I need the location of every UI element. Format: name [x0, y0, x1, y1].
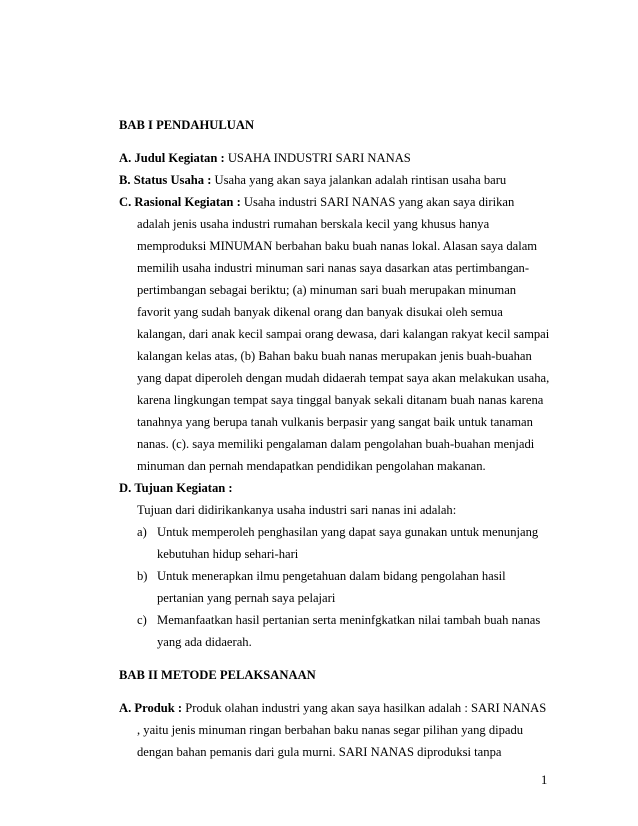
item-marker: B. [119, 173, 131, 187]
paragraph-line: karena lingkungan tempat saya tinggal banyak sekali ditanam buah nanas karena [137, 393, 544, 407]
item-marker: D. [119, 481, 132, 495]
paragraph-line: nanas. (c). saya memiliki pengalaman dalam pengolahan buah-buahan menjadi [137, 437, 535, 451]
sub-item-b-line2: pertanian yang pernah saya pelajari [157, 591, 336, 605]
item-d-tujuan [119, 480, 233, 496]
paragraph-line: memilih usaha industri minuman sari nanas saya dasarkan atas pertimbangan- [137, 261, 530, 275]
item-c-rasional [119, 194, 514, 210]
page-number: 1 [541, 773, 548, 787]
item-label: Judul Kegiatan : [134, 151, 225, 165]
sub-item-b-marker: b) [137, 569, 148, 583]
paragraph-line: kalangan, dari anak kecil sampai orang dewasa, dari kalangan rakyat kecil sampai [137, 327, 550, 341]
item-text: Usaha yang akan saya jalankan adalah rintisan usaha baru [211, 173, 507, 187]
sub-item-c-marker: c) [137, 613, 147, 627]
sub-item-a-line2: kebutuhan hidup sehari-hari [157, 547, 299, 561]
paragraph-line: favorit yang sudah banyak dikenal orang dan banyak disukai oleh semua [137, 305, 503, 319]
sub-item-a-line1: Untuk memperoleh penghasilan yang dapat saya gunakan untuk menunjang [157, 525, 539, 539]
item-label: Produk : [134, 701, 183, 715]
paragraph-line: adalah jenis usaha industri rumahan berskala kecil yang khusus hanya [137, 217, 490, 231]
paragraph-line: yang dapat diperoleh dengan mudah didaerah tempat saya akan melakukan usaha, [137, 371, 550, 385]
chapter-1-heading: BAB I PENDAHULUAN [119, 118, 255, 132]
item-label: Rasional Kegiatan : [134, 195, 241, 209]
item-text: Produk olahan industri yang akan saya hasilkan adalah : SARI NANAS [182, 701, 547, 715]
sub-item-c-line2: yang ada didaerah. [157, 635, 252, 649]
paragraph-line: kalangan kelas atas, (b) Bahan baku buah nanas merupakan jenis buah-buahan [137, 349, 532, 363]
item-marker: A. [119, 151, 132, 165]
item-marker: C. [119, 195, 132, 209]
item-label: Status Usaha : [133, 173, 212, 187]
item-text: Usaha industri SARI NANAS yang akan saya dirikan [240, 195, 515, 209]
paragraph-line: memproduksi MINUMAN berbahan baku buah nanas lokal. Alasan saya dalam [137, 239, 538, 253]
paragraph-line: tanahnya yang berupa tanah vulkanis berpasir yang sangat baik untuk tanaman [137, 415, 533, 429]
item-a-produk [119, 700, 546, 716]
paragraph-line: , yaitu jenis minuman ringan berbahan baku nanas segar pilihan yang dipadu [137, 723, 524, 737]
paragraph-line: dengan bahan pemanis dari gula murni. SARI NANAS diproduksi tanpa [137, 745, 502, 759]
paragraph-line: pertimbangan sebagai beriktu; (a) minuman sari buah merupakan minuman [137, 283, 517, 297]
item-b-status [119, 172, 506, 188]
tujuan-intro: Tujuan dari didirikankanya usaha industri sari nanas ini adalah: [137, 503, 457, 517]
paragraph-line: minuman dan pernah mendapatkan pendidikan pengolahan makanan. [137, 459, 486, 473]
sub-item-c-line1: Memanfaatkan hasil pertanian serta meninfgkatkan nilai tambah buah nanas [157, 613, 541, 627]
sub-item-b-line1: Untuk menerapkan ilmu pengetahuan dalam bidang pengolahan hasil [157, 569, 506, 583]
item-a-judul [119, 150, 411, 166]
sub-item-a-marker: a) [137, 525, 147, 539]
item-label: Tujuan Kegiatan : [134, 481, 233, 495]
chapter-2-heading: BAB II METODE PELAKSANAAN [119, 668, 316, 682]
item-marker: A. [119, 701, 132, 715]
item-text: USAHA INDUSTRI SARI NANAS [224, 151, 411, 165]
